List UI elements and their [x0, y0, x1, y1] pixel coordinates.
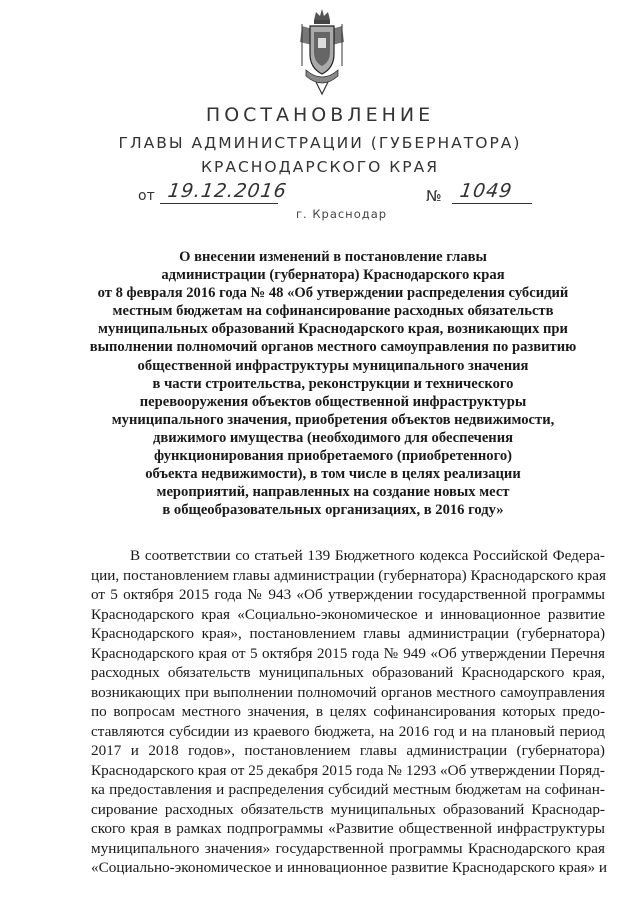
- issuer-line-2: КРАСНОДАРСКОГО КРАЯ: [200, 158, 440, 176]
- title-line: О внесении изменений в постановление главы: [179, 249, 487, 265]
- title-line: администрации (губернатора) Краснодарского края: [161, 267, 505, 284]
- title-line: функционирования приобретаемого (приобретенного): [153, 448, 513, 465]
- document-type: ПОСТАНОВЛЕНИЕ: [205, 104, 435, 126]
- title-line: в части строительства, реконструкции и технического: [152, 375, 514, 392]
- body-text: [91, 546, 605, 878]
- body-line: Краснодарского края», постановлением главы администрации (губернатора): [91, 625, 605, 642]
- issuer-line-1: ГЛАВЫ АДМИНИСТРАЦИИ (ГУБЕРНАТОРА): [118, 134, 522, 152]
- date-underline: [160, 203, 278, 204]
- body-line: Краснодарского края от 5 октября 2015 года № 949 «Об утверждении Перечня: [91, 644, 605, 662]
- title-line: общественной инфраструктуры муниципального значения: [137, 357, 529, 374]
- document-number: 1049: [458, 180, 514, 202]
- body-line: Краснодарского края от 25 декабря 2015 года № 1293 «Об утверждении Поряд-: [91, 761, 605, 779]
- title-line: перевооружения объектов общественной инфраструктуры: [139, 393, 527, 410]
- title-line: объекта недвижимости), в том числе в целях реализации: [145, 466, 521, 483]
- document-title: [70, 248, 596, 519]
- body-line: от 5 октября 2015 года № 943 «Об утверждении государственной программы: [91, 586, 605, 603]
- title-line: мероприятий, направленных на создание новых мест: [156, 484, 510, 501]
- title-line: в общеобразовательных организациях, в 2016 году»: [162, 502, 504, 519]
- title-line: движимого имущества (необходимого для обеспечения: [152, 429, 514, 446]
- title-line: муниципального значения, приобретения объектов недвижимости,: [111, 411, 555, 428]
- date-prefix: от: [138, 188, 155, 204]
- title-line: местным бюджетам на софинансирование расходных обязательств: [112, 303, 554, 320]
- title-line: муниципальных образований Краснодарского края, возникающих при: [98, 321, 568, 338]
- body-line: Краснодарского края «Социально-экономическое и инновационное развитие: [91, 605, 605, 623]
- body-line: сирование расходных обязательств муниципальных образований Краснодар-: [91, 800, 605, 818]
- number-underline: [452, 203, 532, 204]
- city: г. Краснодар: [296, 207, 388, 221]
- body-line: расходных обязательств муниципальных образований Краснодарского края,: [91, 664, 605, 681]
- body-line: ского края в рамках подпрограммы «Развитие общественной инфраструктуры: [91, 820, 605, 837]
- body-line: В соответствии со статьей 139 Бюджетного кодекса Российской Федера-: [130, 547, 605, 564]
- body-line: по вопросам местного значения, в целях софинансирования которых предо-: [91, 703, 605, 720]
- title-line: от 8 февраля 2016 года № 48 «Об утверждении распределения субсидий: [97, 285, 569, 302]
- body-line: ставляются субсидии из краевого бюджета, на 2016 год и на плановый период: [91, 722, 605, 740]
- body-line: муниципального значения» государственной программы Краснодарского края: [91, 839, 605, 857]
- document-date: 19.12.2016: [166, 180, 289, 202]
- body-line: ции, постановлением главы администрации (губернатора) Краснодарского края: [91, 566, 606, 584]
- title-line: выполнении полномочий органов местного самоуправления по развитию: [89, 339, 577, 356]
- body-line: 2017 и 2018 годов», постановлением главы администрации (губернатора): [91, 742, 605, 759]
- body-line: «Социально-экономическое и инновационное развитие Краснодарского края» и: [91, 859, 607, 876]
- body-line: возникающих при выполнении полномочий органов местного самоуправления: [91, 683, 605, 701]
- coat-of-arms-icon: [296, 6, 348, 96]
- body-line: ка предоставления и распределения субсидий местным бюджетам на софинан-: [91, 781, 605, 798]
- number-prefix: №: [426, 187, 442, 205]
